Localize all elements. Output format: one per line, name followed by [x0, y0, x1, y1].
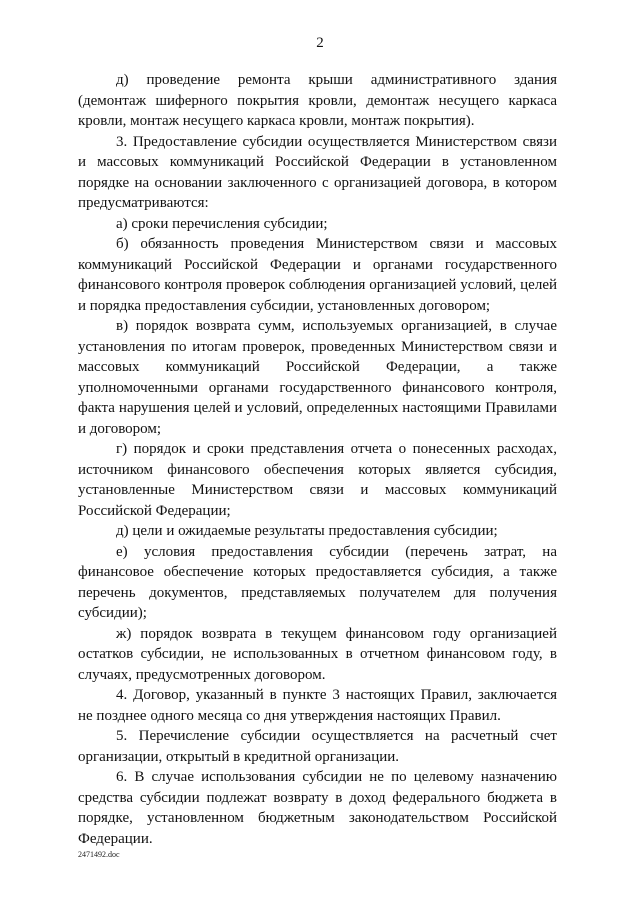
paragraph-item-d-roof-repair: д) проведение ремонта крыши административного здания (демонтаж шиферного покрытия кровли, демонтаж несущего каркаса кровли, монтаж несущего каркаса кровли, монтаж покрытия). [78, 72, 557, 129]
paragraph-item-b: б) обязанность проведения Министерством связи и массовых коммуникаций Российской Федерации и органами государственного финансового контроля проверок соблюдения организацией условий, целей и порядка предоставления субсидии, установленных договором; [78, 236, 557, 314]
paragraph-item-v: в) порядок возврата сумм, используемых организацией, в случае установления по итогам проверок, проведенных Министерством связи и массовых коммуникаций Российской Федерации, а также уполномоченными органами государственного финансового контроля, факта нарушения целей и условий, определенных настоящими Правилами и договором; [78, 318, 557, 437]
document-body [78, 70, 557, 849]
paragraph-6-misuse: 6. В случае использования субсидии не по целевому назначению средства субсидии подлежат возврату в доход федерального бюджета в порядке, установленном бюджетным законодательством Российской Федерации. [78, 769, 557, 847]
paragraph-item-e: е) условия предоставления субсидии (перечень затрат, на финансовое обеспечение которых предоставляется субсидия, а также перечень документов, представляемых получателем для получения субсидии); [78, 543, 557, 621]
paragraph-3-subsidy-provision: 3. Предоставление субсидии осуществляется Министерством связи и массовых коммуникаций Российской Федерации в установленном порядке на основании заключенного с организацией договора, в котором предусматриваются: [78, 133, 557, 211]
paragraph-item-a: а) сроки перечисления субсидии; [116, 215, 328, 232]
paragraph-item-g: г) порядок и сроки представления отчета о понесенных расходах, источником финансового обеспечения которых является субсидия, установленные Министерством связи и массовых коммуникаций Российской Федерации; [78, 441, 557, 519]
paragraph-item-d: д) цели и ожидаемые результаты предоставления субсидии; [116, 523, 498, 539]
document-filename: 2471492.doc [78, 850, 120, 859]
paragraph-5-transfer: 5. Перечисление субсидии осуществляется на расчетный счет организации, открытый в кредитной организации. [78, 728, 557, 765]
paragraph-4-contract: 4. Договор, указанный в пункте 3 настоящих Правил, заключается не позднее одного месяца со дня утверждения настоящих Правил. [78, 687, 557, 724]
page-number: 2 [316, 35, 324, 51]
paragraph-item-zh: ж) порядок возврата в текущем финансовом году организацией остатков субсидии, не использованных в отчетном финансовом году, в случаях, предусмотренных договором. [78, 625, 557, 683]
